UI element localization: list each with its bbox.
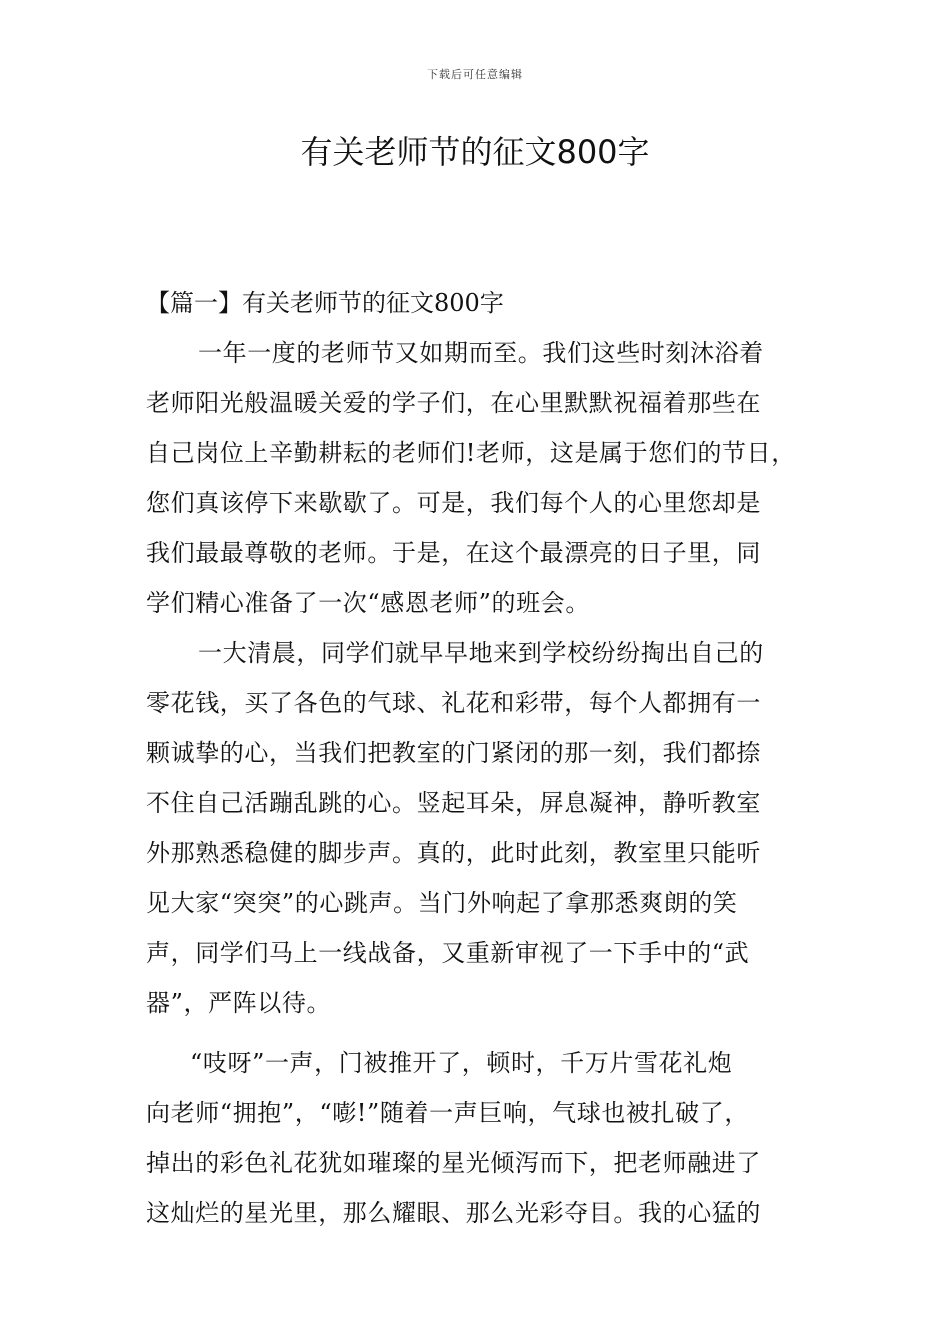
section-heading: 【篇一】有关老师节的征文800字 [146, 289, 504, 317]
paragraph-line: 自己岗位上辛勤耕耘的老师们!老师，这是属于您们的节日， [146, 439, 796, 467]
paragraph-1 [146, 328, 828, 628]
paragraph-line: 颗诚挚的心，当我们把教室的门紧闭的那一刻，我们都捺 [146, 739, 761, 767]
paragraph-line: 不住自己活蹦乱跳的心。竖起耳朵，屏息凝神，静听教室 [146, 789, 761, 817]
paragraph-line: 老师阳光般温暖关爱的学子们，在心里默默祝福着那些在 [146, 389, 761, 417]
paragraph-spacer [146, 1028, 828, 1038]
paragraph-line: 器”，严阵以待。 [146, 989, 332, 1017]
document-body [146, 278, 828, 1238]
paragraph-line: 您们真该停下来歇歇了。可是，我们每个人的心里您却是 [146, 489, 761, 517]
paragraph-line: 外那熟悉稳健的脚步声。真的，此时此刻，教室里只能听 [146, 839, 761, 867]
paragraph-line: 一大清晨，同学们就早早地来到学校纷纷掏出自己的 [198, 639, 764, 667]
header-note: 下载后可任意编辑 [427, 68, 523, 81]
paragraph-line: 见大家“突突”的心跳声。当门外响起了拿那悉爽朗的笑 [146, 889, 738, 917]
page-title: 有关老师节的征文800字 [300, 133, 650, 171]
paragraph-line: 学们精心准备了一次“感恩老师”的班会。 [146, 589, 590, 617]
paragraph-3 [146, 1038, 828, 1238]
paragraph-line: 我们最最尊敬的老师。于是，在这个最漂亮的日子里，同 [146, 539, 761, 567]
paragraph-line: 声，同学们马上一线战备，又重新审视了一下手中的“武 [146, 939, 750, 967]
paragraph-line: 零花钱，买了各色的气球、礼花和彩带，每个人都拥有一 [146, 689, 761, 717]
paragraph-2 [146, 628, 828, 1028]
paragraph-line: 掉出的彩色礼花犹如璀璨的星光倾泻而下，把老师融进了 [146, 1149, 761, 1177]
paragraph-line: 这灿烂的星光里，那么耀眼、那么光彩夺目。我的心猛的 [146, 1199, 761, 1227]
paragraph-line: 向老师“拥抱”，“嘭!”随着一声巨响，气球也被扎破了， [146, 1099, 749, 1127]
paragraph-line: “吱呀”一声，门被推开了，顿时，千万片雪花礼炮 [190, 1049, 733, 1077]
paragraph-line: 一年一度的老师节又如期而至。我们这些时刻沐浴着 [198, 339, 764, 367]
